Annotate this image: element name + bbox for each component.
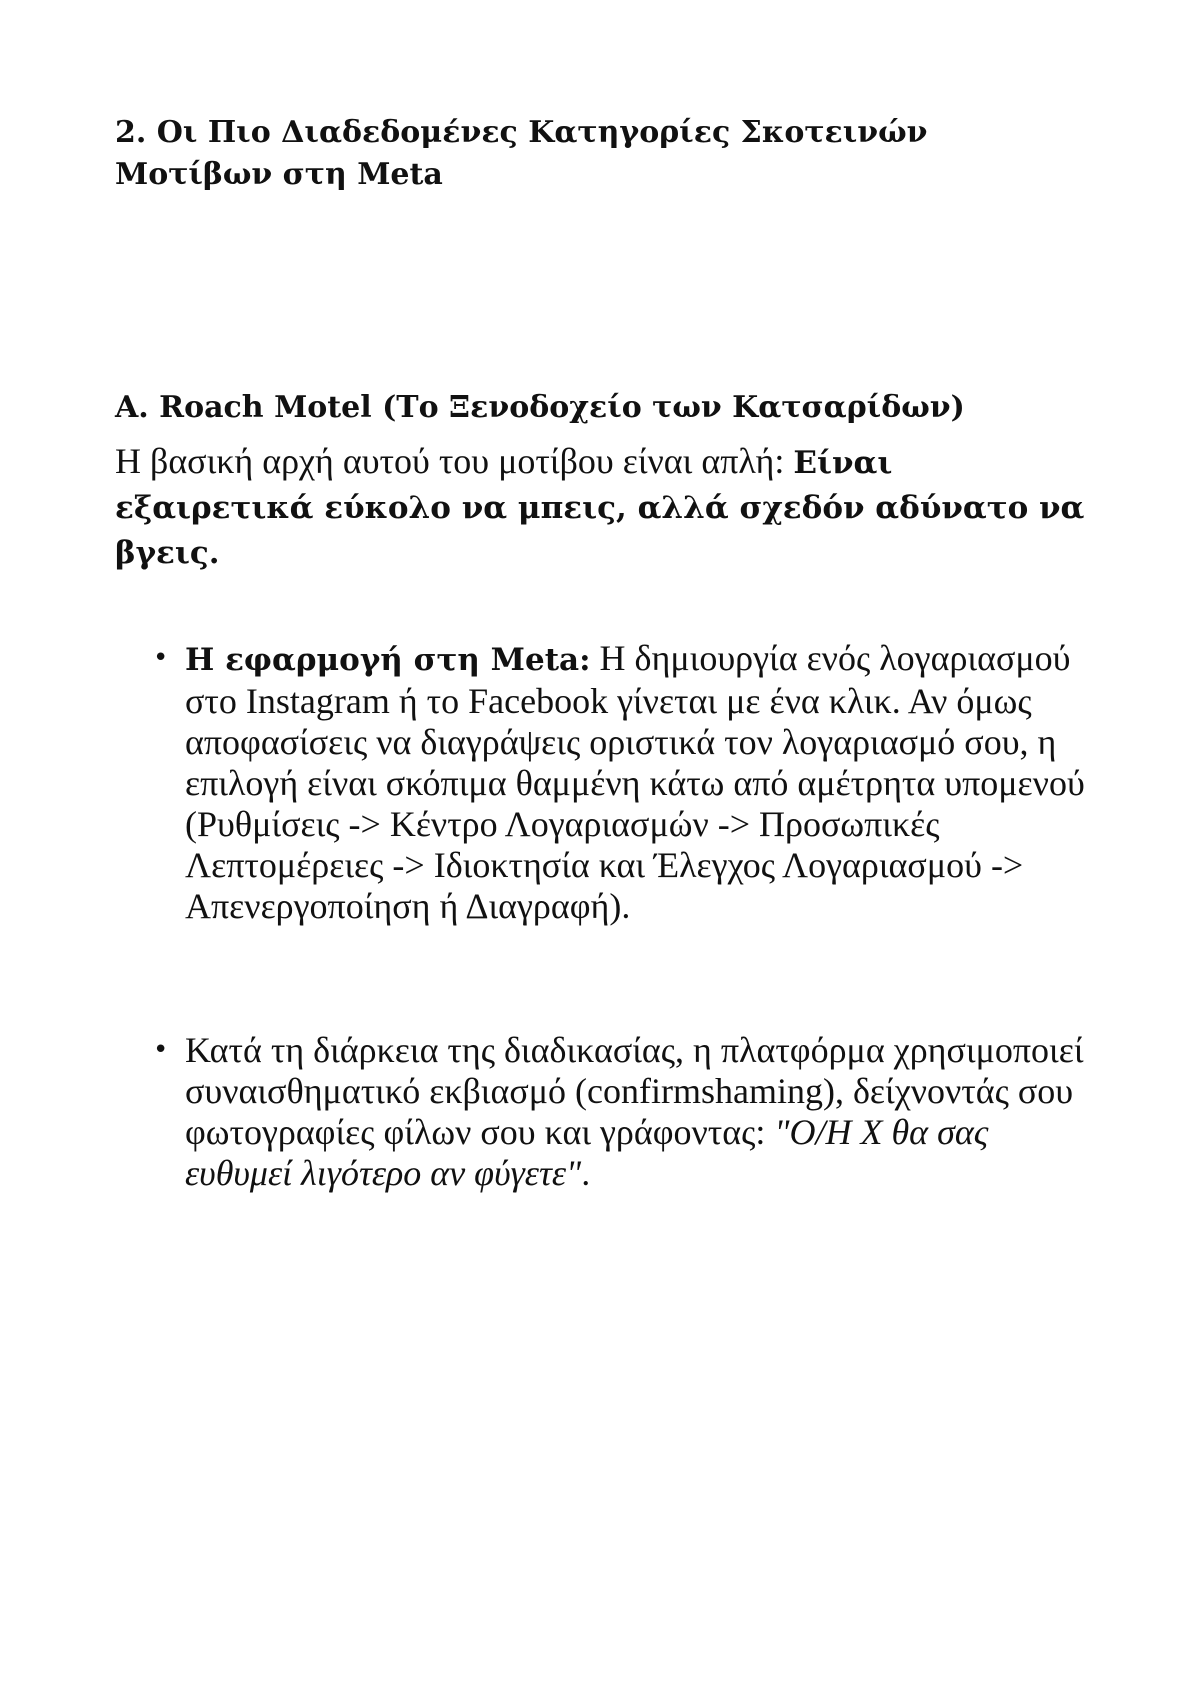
bullet-lead: Η εφαρμογή στη Meta: (185, 642, 591, 678)
intro-text: Η βασική αρχή αυτού του μοτίβου είναι απλή: (115, 441, 794, 481)
subsection-title: A. Roach Motel (Το Ξενοδοχείο των Κατσαρίδων) (115, 390, 965, 425)
list-item (153, 638, 1085, 927)
bullet-marker: • (153, 643, 169, 673)
intro-paragraph (115, 440, 1085, 575)
list-item (153, 1030, 1085, 1194)
bullet-quote: "Ο/Η Χ θα σας ευθυμεί λιγότερο αν φύγετε" (185, 1112, 989, 1193)
bullet-text: Κατά τη διάρκεια της διαδικασίας, η πλατφόρμα χρησιμοποιεί συναισθηματικό εκβιασμό (confirmshaming), δείχνοντάς σου φωτογραφίες φίλων σου και γράφοντας: (185, 1030, 1084, 1152)
bullet-end: . (581, 1153, 591, 1193)
section-title: 2. Οι Πιο Διαδεδομένες Κατηγορίες Σκοτεινών Μοτίβων στη Meta (115, 115, 928, 192)
intro-emphasis: Είναι εξαιρετικά εύκολο να μπεις, αλλά σχεδόν αδύνατο να βγεις. (115, 445, 1085, 571)
bullet-marker: • (153, 1035, 169, 1065)
bullet-text: Η δημιουργία ενός λογαριασμού στο Instagram ή το Facebook γίνεται με ένα κλικ. Αν όμως αποφασίσεις να διαγράψεις οριστικά τον λογαριασμό σου, η επιλογή είναι σκόπιμα θαμμένη κάτω από αμέτρητα υπομενού (Ρυθμίσεις -> Κέντρο Λογαριασμών -> Προσωπικές Λεπτομέρειες -> Ιδιοκτησία και Έλεγχος Λογαριασμού -> Απενεργοποίηση ή Διαγραφή). (185, 638, 1085, 926)
